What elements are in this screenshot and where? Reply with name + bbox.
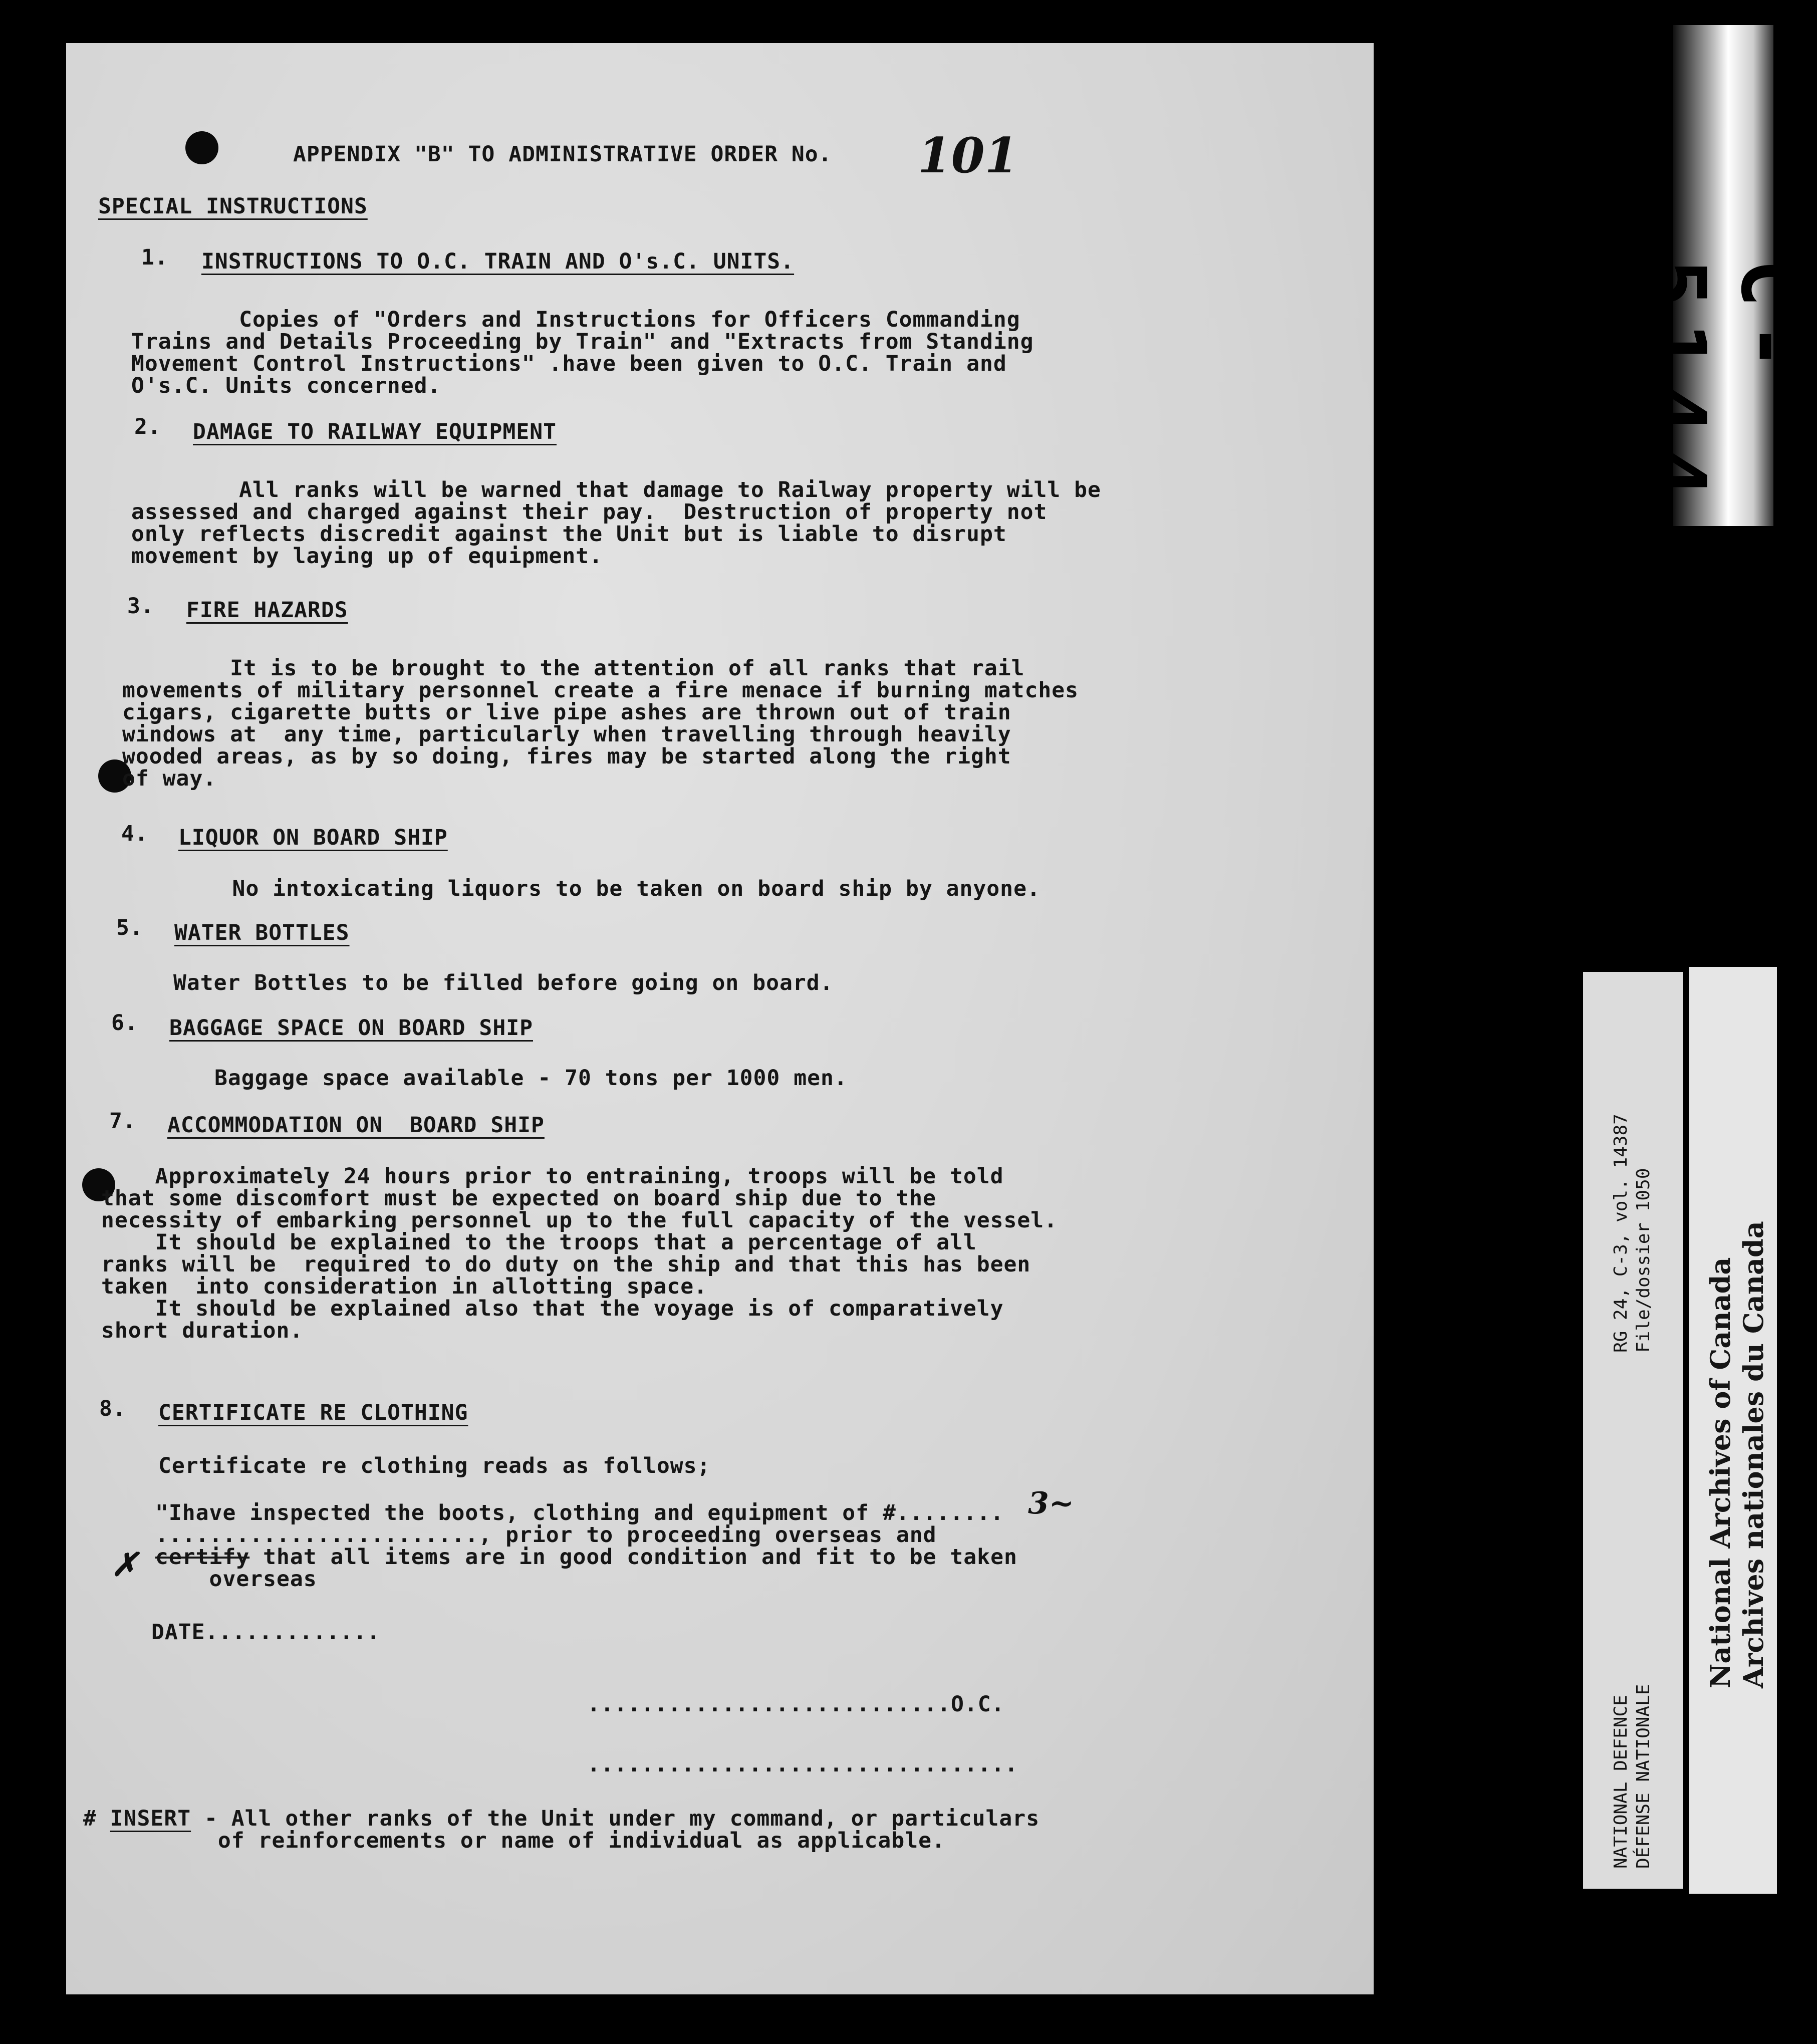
certificate-text: "Ihave inspected the boots, clothing and equipment of #........ ........................, prior to proceeding overseas and certify that all items are in good condition and fit to be taken overseas bbox=[155, 1500, 1017, 1592]
section-number: 3. bbox=[127, 594, 154, 619]
document-title: SPECIAL INSTRUCTIONS bbox=[98, 194, 368, 219]
section-body: No intoxicating liquors to be taken on board ship by anyone. bbox=[178, 876, 1041, 901]
section-heading: DAMAGE TO RAILWAY EQUIPMENT bbox=[193, 419, 557, 444]
section-heading: WATER BOTTLES bbox=[174, 920, 350, 945]
section-number: 6. bbox=[111, 1010, 138, 1036]
section-number: 7. bbox=[109, 1109, 136, 1134]
section-heading: INSTRUCTIONS TO O.C. TRAIN AND O's.C. UNITS. bbox=[201, 249, 795, 274]
archive-reference-label bbox=[1583, 972, 1683, 1889]
section-number: 4. bbox=[121, 821, 148, 846]
frame-number: C-5144 bbox=[1630, 259, 1817, 513]
section-heading: LIQUOR ON BOARD SHIP bbox=[178, 825, 448, 850]
archives-name-fr: Archives nationales du Canada bbox=[1737, 1221, 1769, 1688]
handwritten-order-number: 101 bbox=[918, 127, 1018, 184]
section-body: Baggage space available - 70 tons per 1000 men. bbox=[214, 1066, 848, 1091]
frame-number-strip bbox=[1630, 25, 1817, 526]
section-body: All ranks will be warned that damage to Railway property will be assessed and charged against their pay. Destruction of property not only reflects discredit against the Unit but is liable to disrupt movement by laying up of equipment. bbox=[131, 477, 1101, 569]
section-number: 2. bbox=[134, 414, 161, 439]
section-body: Water Bottles to be filled before going on board. bbox=[173, 970, 834, 995]
archive-reference-1: RG 24, C-3, vol. 14387 bbox=[1611, 1114, 1631, 1353]
footnote: # INSERT - All other ranks of the Unit under my command, or particulars of reinforcements or name of individual as applicable. bbox=[83, 1806, 1040, 1853]
section-heading: FIRE HAZARDS bbox=[186, 598, 348, 623]
section-body: Copies of "Orders and Instructions for Officers Commanding Trains and Details Proceeding by Train" and "Extracts from Standing Movement Control Instructions" .have been given to O.C. Train and O's.C. Units concerned. bbox=[131, 307, 1034, 398]
section-body: It is to be brought to the attention of all ranks that rail movements of military personnel create a fire menace if burning matches cigars, cigarette butts or live pipe ashes are thrown out of train windows at any time, particularly when travelling through heavily wooded areas, as by so doing, fires may be started along the right of way. bbox=[122, 656, 1079, 791]
archive-reference-2: File/dossier 1050 bbox=[1633, 1168, 1654, 1353]
section-number: 1. bbox=[141, 245, 168, 270]
department-en: NATIONAL DEFENCE bbox=[1611, 1695, 1631, 1869]
date-line: DATE............. bbox=[151, 1620, 381, 1645]
section-number: 8. bbox=[99, 1396, 126, 1421]
section-body: Certificate re clothing reads as follows; bbox=[158, 1453, 711, 1478]
handwritten-cross: ✗ bbox=[111, 1546, 138, 1584]
appendix-header: APPENDIX "B" TO ADMINISTRATIVE ORDER No. bbox=[293, 142, 832, 167]
handwritten-mark: 3~ bbox=[1028, 1486, 1075, 1521]
archives-canada-label bbox=[1689, 967, 1777, 1894]
section-heading: CERTIFICATE RE CLOTHING bbox=[158, 1400, 468, 1425]
section-heading: ACCOMMODATION ON BOARD SHIP bbox=[167, 1113, 545, 1138]
section-number: 5. bbox=[116, 915, 143, 940]
punch-hole bbox=[185, 131, 218, 164]
signature-line: ................................ bbox=[587, 1752, 1018, 1777]
section-heading: BAGGAGE SPACE ON BOARD SHIP bbox=[169, 1015, 533, 1041]
archives-name-en: National Archives of Canada bbox=[1704, 1257, 1736, 1688]
section-body: Approximately 24 hours prior to entraining, troops will be told that some discomfort must be expected on board ship due to the necessity of embarking personnel up to the full capacity of the vessel. It should be explained to the troops that a percentage of all ranks will be required to do duty on the ship and that this has been taken into consideration in allotting space. It should be explained also that the voyage is of comparatively short duration. bbox=[101, 1164, 1058, 1343]
department-fr: DÉFENSE NATIONALE bbox=[1633, 1684, 1654, 1869]
signature-line-oc: ...........................O.C. bbox=[587, 1692, 1005, 1717]
document-page bbox=[66, 43, 1374, 1994]
